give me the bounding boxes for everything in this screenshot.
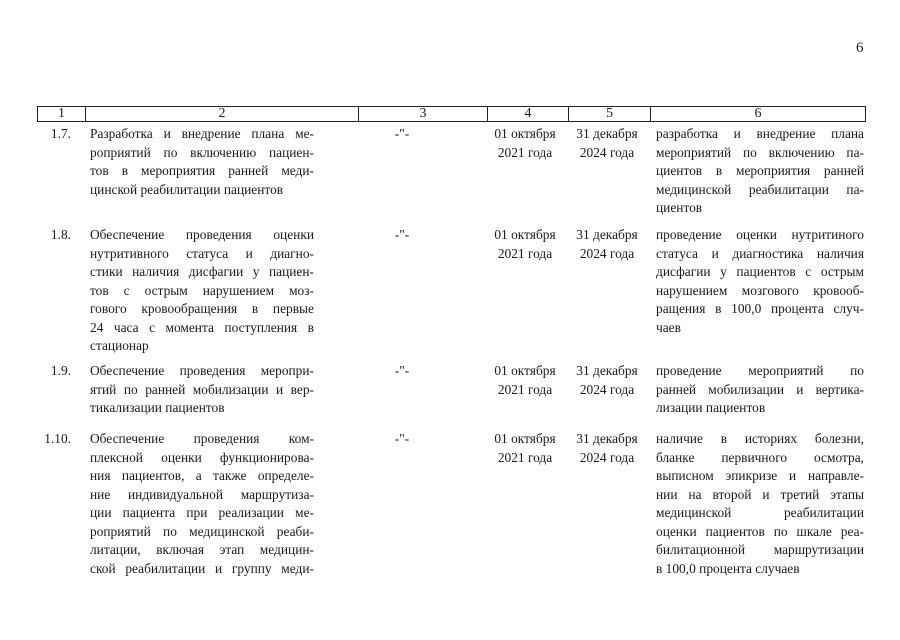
result-line: бланке первичного осмотра,	[656, 449, 864, 465]
start-date-line: 2021 года	[497, 381, 553, 397]
activity-name-line: стики наличия дисфагии у пациен-	[90, 264, 314, 279]
result-line: ращения в 100,0 процента случ-	[656, 301, 864, 316]
end-date-line: 2024 года	[579, 245, 635, 261]
responsible: -"-	[394, 227, 410, 242]
responsible: -"-	[394, 126, 410, 141]
activity-name-line: тикализации пациентов	[90, 400, 225, 415]
end-date-line: 31 декабря	[576, 227, 638, 242]
activity-name-line: тов с острым нарушением моз-	[90, 282, 314, 298]
result-line: выписном эпикризе и направле-	[656, 468, 864, 483]
responsible: -"-	[394, 431, 410, 446]
start-date-line: 2021 года	[497, 449, 553, 465]
row-number: 1.10.	[44, 431, 71, 446]
row-number: 1.9.	[50, 363, 71, 378]
start-date-line: 2021 года	[497, 144, 553, 160]
result-line: статуса и диагностика наличия	[656, 245, 864, 261]
expected-result	[656, 226, 864, 337]
activity-name-line: Обеспечение проведения оценки	[90, 227, 314, 242]
activity-name	[90, 362, 314, 418]
start-date-line: 01 октября	[494, 431, 556, 446]
activity-name-line: Разработка и внедрение плана ме-	[90, 126, 314, 141]
result-line: билитационной маршрутизации	[656, 542, 864, 557]
end-date	[568, 362, 646, 399]
start-date-line: 01 октября	[494, 126, 556, 141]
end-date-line: 31 декабря	[576, 126, 638, 141]
end-date-line: 2024 года	[579, 144, 635, 160]
header-col-5: 5	[569, 107, 651, 121]
expected-result	[656, 362, 864, 418]
end-date-line: 2024 года	[579, 381, 635, 397]
expected-result	[656, 430, 864, 578]
activity-name-line: плексной оценки функционирова-	[90, 449, 314, 465]
header-col-1: 1	[38, 107, 86, 121]
result-line: медицинской реабилитации	[656, 505, 864, 520]
result-line: нии на второй и третий этапы	[656, 486, 864, 502]
expected-result	[656, 125, 864, 218]
start-date	[487, 430, 563, 467]
end-date-line: 2024 года	[579, 449, 635, 465]
activity-name	[90, 430, 314, 578]
end-date-line: 31 декабря	[576, 363, 638, 378]
end-date-line: 31 декабря	[576, 431, 638, 446]
result-line: циентов в мероприятия ранней	[656, 163, 864, 178]
activity-name	[90, 226, 314, 356]
start-date	[487, 226, 563, 263]
activity-name-line: ния пациентов, а также определе-	[90, 468, 314, 483]
result-line: нарушением мозгового кровооб-	[656, 282, 864, 298]
result-line: разработка и внедрение плана	[656, 126, 864, 141]
header-col-6: 6	[754, 106, 762, 121]
activity-name-line: Обеспечение проведения меропри-	[90, 363, 314, 378]
activity-name-line: роприятий по включению пациен-	[90, 144, 314, 160]
result-line: дисфагии у пациентов с острым	[656, 264, 864, 279]
activity-name-line: гового кровообращения в первые	[90, 301, 314, 316]
activity-name-line: ятий по ранней мобилизации и вер-	[90, 381, 314, 397]
end-date	[568, 430, 646, 467]
start-date-line: 01 октября	[494, 363, 556, 378]
table-header-row	[37, 106, 866, 122]
result-line: циентов	[656, 200, 703, 215]
result-line: наличие в историях болезни,	[656, 431, 864, 446]
activity-name-line: Обеспечение проведения ком-	[90, 431, 314, 446]
activity-name-line: роприятий по медицинской реаби-	[90, 523, 314, 539]
result-line: чаев	[656, 319, 681, 335]
start-date	[487, 125, 563, 162]
result-line: проведение мероприятий по	[656, 363, 864, 378]
responsible: -"-	[394, 363, 410, 378]
result-line: проведение оценки нутритиного	[656, 227, 864, 242]
page-number: 6	[856, 40, 864, 56]
activity-name-line: литации, включая этап медицин-	[90, 542, 314, 557]
activity-name-line: цинской реабилитации пациентов	[90, 181, 284, 197]
activity-name	[90, 125, 314, 199]
result-line: оценки пациентов по шкале реа-	[656, 523, 864, 539]
activity-name-line: ской реабилитации и группу меди-	[90, 560, 314, 576]
row-number: 1.7.	[50, 126, 71, 141]
activity-name-line: ции пациента при реализации ме-	[90, 505, 314, 520]
end-date	[568, 226, 646, 263]
activity-name-line: 24 часа с момента поступления в	[90, 319, 314, 335]
activity-name-line: тов в мероприятия ранней меди-	[90, 163, 314, 178]
activity-name-line: нутритивного статуса и диагно-	[90, 245, 314, 261]
result-line: в 100,0 процента случаев	[656, 560, 800, 576]
row-number: 1.8.	[50, 227, 71, 242]
result-line: ранней мобилизации и вертика-	[656, 381, 864, 397]
start-date-line: 2021 года	[497, 245, 553, 261]
start-date	[487, 362, 563, 399]
header-col-3: 3	[359, 107, 488, 121]
activity-name-line: стационар	[90, 338, 149, 353]
result-line: мероприятий по включению па-	[656, 144, 864, 160]
start-date-line: 01 октября	[494, 227, 556, 242]
result-line: лизации пациентов	[656, 400, 766, 415]
result-line: медицинской реабилитации па-	[656, 181, 864, 197]
end-date	[568, 125, 646, 162]
header-col-2: 2	[86, 107, 359, 121]
header-col-4: 4	[488, 107, 569, 121]
activity-name-line: ние индивидуальной маршрутиза-	[90, 486, 314, 502]
